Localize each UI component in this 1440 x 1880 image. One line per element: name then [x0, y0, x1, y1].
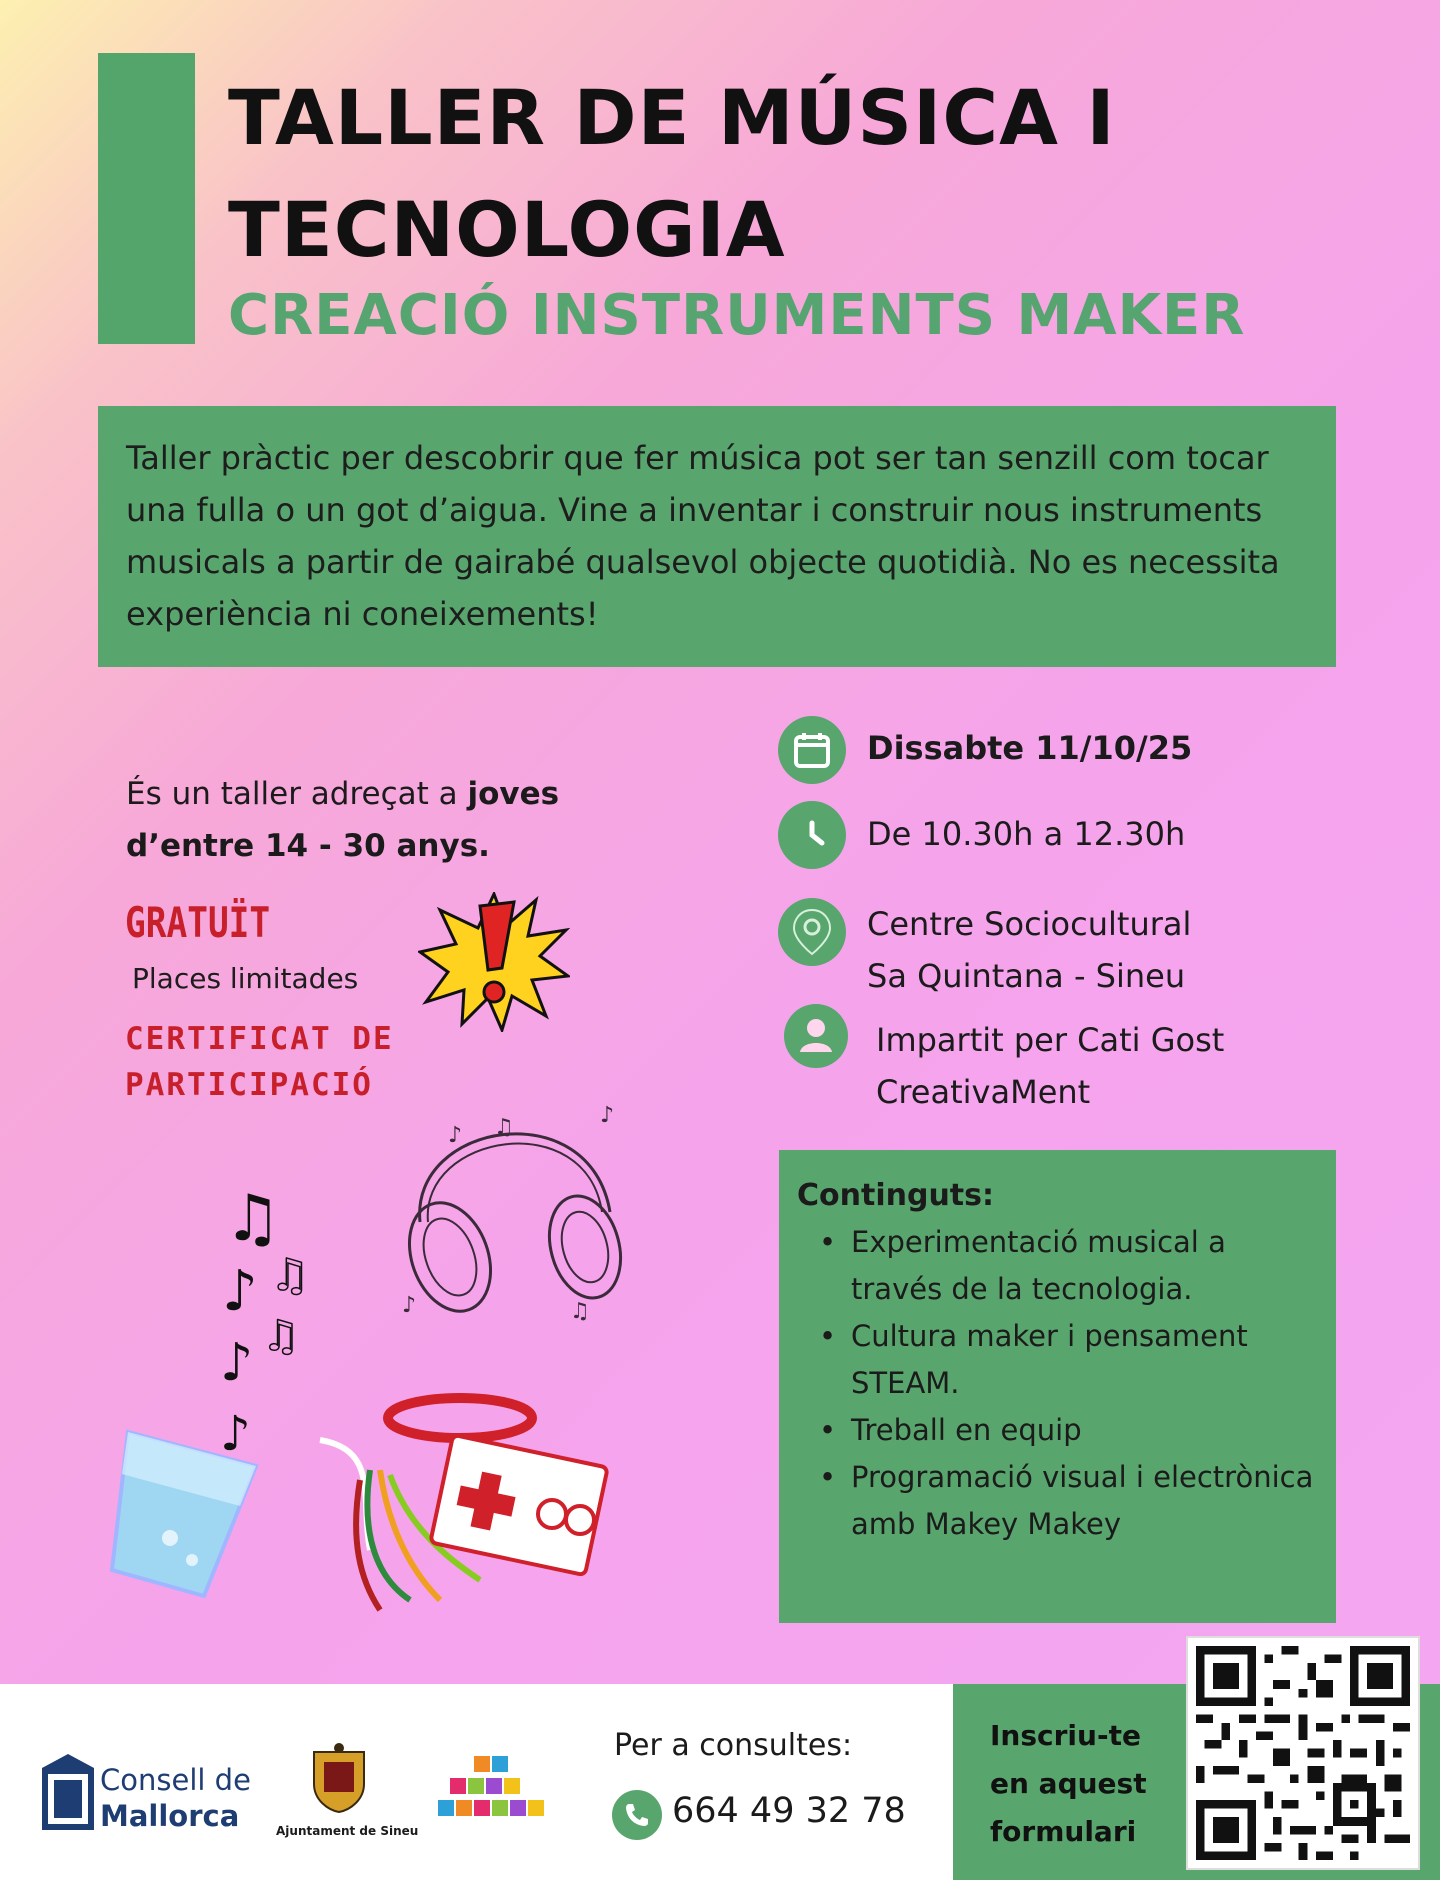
free-badge: GRATUÏT: [125, 898, 271, 947]
list-item: • Treball en equip: [819, 1407, 1318, 1454]
svg-text:♪: ♪: [600, 1103, 615, 1128]
phone-number[interactable]: 664 49 32 78: [672, 1791, 906, 1831]
location-pin-icon: [778, 898, 846, 966]
title-accent-bar: [98, 53, 195, 344]
svg-text:♪: ♪: [220, 1406, 251, 1462]
sineu-shield-logo: [310, 1742, 368, 1814]
qr-code-pattern: [1196, 1646, 1410, 1860]
list-item: • Experimentació musical a través de la tecnologia.: [819, 1219, 1318, 1313]
svg-text:♫: ♫: [224, 1182, 282, 1256]
consell-line1: Consell de: [100, 1763, 251, 1797]
location-line2: Sa Quintana - Sineu: [867, 957, 1186, 995]
svg-text:♫: ♫: [494, 1115, 514, 1140]
phone-icon: [612, 1790, 662, 1840]
svg-text:♪: ♪: [448, 1123, 463, 1148]
consultes-label: Per a consultes:: [614, 1728, 853, 1763]
contents-list: [797, 1219, 1318, 1548]
places-limited: Places limitades: [132, 962, 359, 995]
event-time: De 10.30h a 12.30h: [867, 815, 1186, 853]
certificate-badge: CERTIFICAT DE PARTICIPACIÓ: [125, 1021, 394, 1103]
list-item: • Programació visual i electrònica amb Makey Makey: [819, 1454, 1318, 1548]
sa-llosa-petita-logo: [434, 1752, 560, 1842]
description-text: Taller pràctic per descobrir que fer música pot ser tan senzill com tocar una fulla o un got d’aigua. Vine a inventar i construir nous instruments musicals a partir de gairabé qualsevol objecte quotidià. No es necessita experiència ni coneixements!: [126, 439, 1280, 633]
sineu-label: Ajuntament de Sineu: [276, 1824, 419, 1838]
page-subtitle: CREACIÓ INSTRUMENTS MAKER: [228, 283, 1246, 348]
audience-text: [126, 768, 686, 872]
consell-de-mallorca-text: [100, 1762, 251, 1834]
svg-text:♫: ♫: [570, 1299, 590, 1324]
instructor-line2: CreativaMent: [876, 1073, 1091, 1111]
water-glass-icon: [108, 1420, 268, 1600]
person-icon: [784, 1004, 848, 1068]
page-title: TALLER DE MÚSICA I TECNOLOGIA: [228, 73, 1116, 274]
makey-makey-kit-icon: [300, 1380, 610, 1630]
headphones-icon: [390, 1082, 640, 1332]
signup-text: Inscriu-te en aquest formulari: [990, 1719, 1147, 1848]
svg-text:♪: ♪: [220, 1333, 254, 1393]
contents-title: Continguts:: [797, 1178, 994, 1213]
contents-box: [779, 1150, 1336, 1623]
calendar-icon: [778, 716, 846, 784]
svg-text:♪: ♪: [402, 1293, 417, 1318]
event-date: Dissabte 11/10/25: [867, 729, 1193, 767]
exclamation-icon: [418, 892, 570, 1032]
list-item: • Cultura maker i pensament STEAM.: [819, 1313, 1318, 1407]
svg-text:♪: ♪: [222, 1259, 258, 1324]
audience-highlight: joves d’entre 14 - 30 anys.: [126, 776, 560, 864]
instructor-line1: Impartit per Cati Gost: [876, 1021, 1225, 1059]
svg-text:♫: ♫: [270, 1250, 310, 1301]
qr-code[interactable]: [1186, 1636, 1420, 1870]
clock-icon: [778, 801, 846, 869]
svg-text:♫: ♫: [262, 1311, 300, 1360]
consell-line2: Mallorca: [100, 1799, 240, 1833]
location-line1: Centre Sociocultural: [867, 905, 1192, 943]
audience-prefix: És un taller adreçat a: [126, 776, 468, 812]
description-box: [98, 406, 1336, 667]
